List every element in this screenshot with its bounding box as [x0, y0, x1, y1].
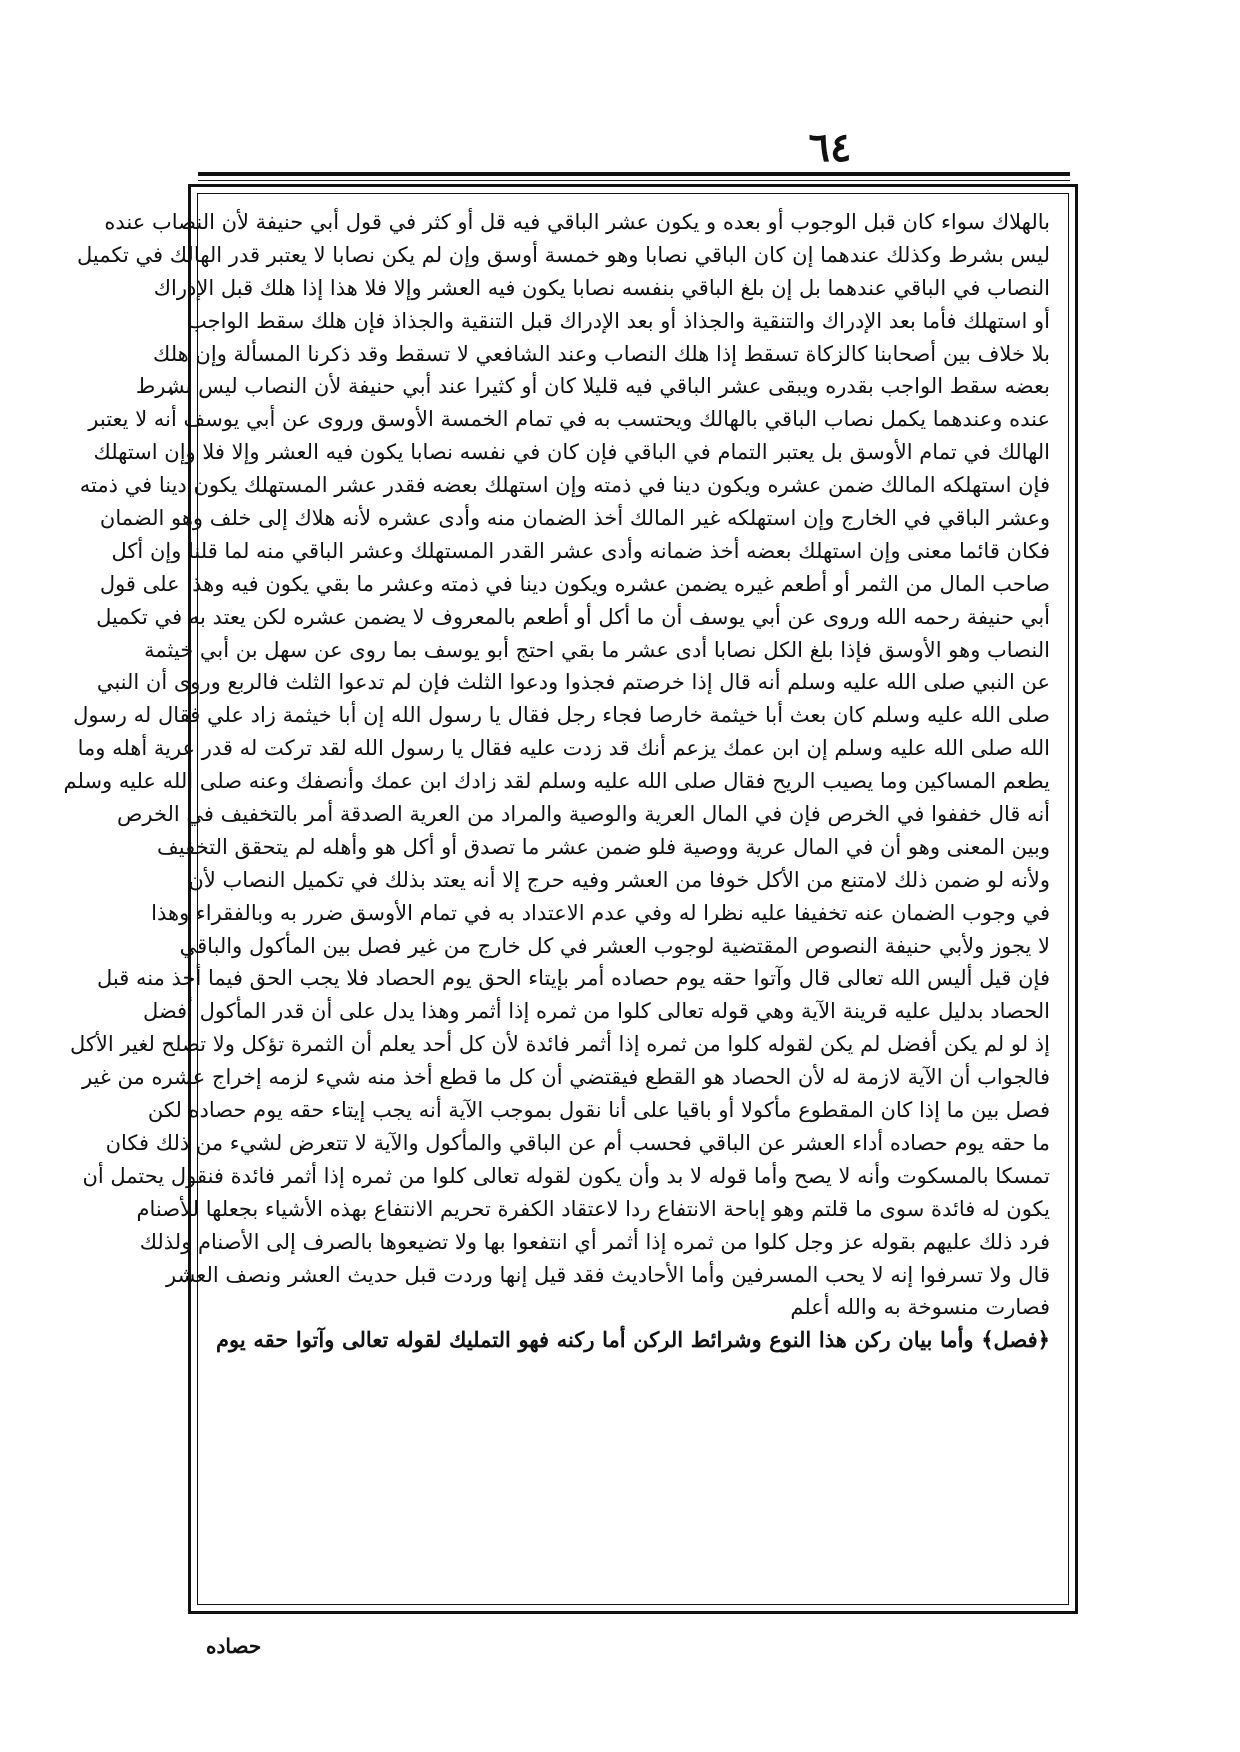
text-line: الهالك في تمام الأوسق بل يعتبر التمام في الباقي فإن كان في نفسه نصابا يكون فيه العشر وإلا فلا وإن استهلك: [93, 440, 1050, 465]
text-line: ما حقه يوم حصاده أداء العشر عن الباقي فحسب أم عن الباقي والمأكول والآية لا تتعرض لشيء من ذلك فكان: [105, 1130, 1050, 1155]
text-line: يطعم المساكين وما يصيب الريح فقال صلى الله عليه وسلم لقد زادك ابن عمك وأنصفك وعنه صلى الله عليه وسلم: [63, 769, 1050, 794]
text-line: بلا خلاف بين أصحابنا كالزكاة تسقط إذا هلك النصاب وعند الشافعي لا تسقط وقد ذكرنا المسألة وإن هلك: [153, 341, 1050, 366]
text-line: فإن استهلكه المالك ضمن عشره ويكون دينا في ذمته وإن استهلك بعضه فقدر عشر المستهلك يكون دينا في ذمته: [79, 473, 1050, 498]
text-line: عن النبي صلى الله عليه وسلم أنه قال إذا خرصتم فجذوا ودعوا الثلث فإن لم تدعوا الثلث فالربع وروى أن النبي: [96, 670, 1050, 695]
text-line: أو استهلك فأما بعد الإدراك والتنقية والجذاذ أو بعد الإدراك قبل التنقية والجذاذ فإن هلك سقط الواجب: [186, 308, 1050, 333]
text-line: تمسكا بالمسكوت وأنه لا يصح وأما قوله لا بد وأن يكون لقوله تعالى كلوا من ثمره إذا أثمر فائدة فنقول يحتمل أن: [82, 1163, 1050, 1188]
text-line: صاحب المال من الثمر أو أطعم غيره يضمن عشره ويكون دينا في ذمته وعشر ما بقي يكون فيه وهذا على قول: [99, 571, 1050, 596]
text-line: وبين المعنى وهو أن في المال عرية ووصية فلو ضمن عشر ما تصدق أو أكل هو وأهله لم يتحقق التخفيف: [157, 834, 1050, 859]
text-line: النصاب في الباقي عندهما بل إن بلغ الباقي بنفسه نصابا يكون فيه العشر وإلا فلا هذا إذا هلك قبل الإدراك: [153, 275, 1050, 300]
text-line: لا يجوز ولأبي حنيفة النصوص المقتضية لوجوب العشر في كل خارج من غير فصل بين المأكول والباقي: [179, 933, 1050, 958]
text-line: وعشر الباقي في الخارج وإن استهلكه غير المالك أخذ الضمان منه وأدى عشره لأنه هلاك إلى خلف وهو الضمان: [99, 506, 1050, 531]
text-line: الله صلى الله عليه وسلم إن ابن عمك يزعم أنك قد زدت عليه فقال يا رسول الله لقد تركت له قدر عرية أهله وما: [77, 736, 1050, 761]
text-line: فإن قيل أليس الله تعالى قال وآتوا حقه يوم حصاده أمر بإيتاء الحق يوم الحصاد فلا يجب الحق فيما أخذ منه قبل: [97, 966, 1050, 991]
text-line: فصل بين ما إذا كان المقطوع مأكولا أو باقيا على أنا نقول بموجب الآية أنه يجب إيتاء حقه يوم حصاده لكن: [147, 1098, 1050, 1123]
text-line: فرد ذلك عليهم بقوله عز وجل كلوا من ثمره إذا أثمر أي انتفعوا بها ولا تضيعوها بالصرف إلى الأصنام ولذلك: [139, 1229, 1050, 1254]
text-line: بعضه سقط الواجب بقدره ويبقى عشر الباقي فيه قليلا كان أو كثيرا عند أبي حنيفة لأن النصاب ليس بشرط: [135, 374, 1050, 399]
text-frame: [63, 184, 1078, 1614]
text-frame-inner: [63, 193, 1069, 1605]
text-line: فالجواب أن الآية لازمة له لأن الحصاد هو القطع فيقتضي أن كل ما قطع أخذ منه شيء لزمه إخراج عشره من غير: [81, 1065, 1050, 1090]
text-line: فصارت منسوخة به والله أعلم: [790, 1295, 1050, 1320]
text-line: أنه قال خففوا في الخرص فإن في المال العرية والوصية والمراد من العرية الصدقة أمر بالتخفيف في الخرص: [116, 802, 1050, 827]
header-rule-thin: [198, 180, 1070, 181]
text-line: الحصاد بدليل عليه قرينة الآية وهي قوله تعالى كلوا من ثمره إذا أثمر وهذا يدل على أن قدر المأكول أفضل: [142, 999, 1050, 1024]
text-line: ليس بشرط وكذلك عندهما إن كان الباقي نصابا وهو خمسة أوسق وإن لم يكن نصابا لا يعتبر قدر الهالك في تكميل: [77, 242, 1050, 267]
text-line: النصاب وهو الأوسق فإذا بلغ الكل نصابا أدى عشر ما بقي احتج أبو يوسف بما روى عن سهل بن أبي خيثمة: [144, 637, 1050, 662]
section-heading-line: ﴿فصل﴾ وأما بيان ركن هذا النوع وشرائط الركن أما ركنه فهو التمليك لقوله تعالى وآتوا حقه يوم: [216, 1327, 1050, 1353]
text-line: قال ولا تسرفوا إنه لا يحب المسرفين وأما الأحاديث فقد قيل إنها وردت قبل حديث العشر ونصف العشر: [166, 1262, 1050, 1287]
header-rule: [198, 172, 1070, 176]
text-line: ولأنه لو ضمن ذلك لامتنع من الأكل خوفا من العشر وفيه حرج إلا أنه يعتد بذلك في تكميل النصاب لأن: [188, 867, 1050, 892]
text-line: فكان قائما معنى وإن استهلك بعضه أخذ ضمانه وأدى عشر القدر المستهلك وعشر الباقي منه لما قلنا وإن أكل: [111, 538, 1050, 563]
text-line: صلى الله عليه وسلم كان بعث أبا خيثمة خارصا فجاء رجل فقال يا رسول الله إن أبا خيثمة زاد علي فقال له رسول: [73, 703, 1050, 728]
text-line: يكون له فائدة سوى ما قلتم وهو إباحة الانتفاع ردا لاعتقاد الكفرة تحريم الانتفاع بهذه الأشياء بجعلها للأصنام: [136, 1196, 1050, 1221]
page-number: ٦٤: [808, 124, 852, 171]
text-line: عنده وعندهما يكمل نصاب الباقي بالهالك ويحتسب به في تمام الخمسة الأوسق وروى عن أبي يوسف أنه لا يعتبر: [88, 407, 1050, 432]
text-line: إذ لو لم يكن أفضل لم يكن لقوله كلوا من ثمره إذا أثمر فائدة لأن كل أحد يعلم أن الثمرة تؤكل ولا تصلح لغير الأكل: [70, 1032, 1050, 1057]
text-block: [63, 206, 1050, 1357]
catchword: حصاده: [206, 1634, 262, 1658]
text-line: بالهلاك سواء كان قبل الوجوب أو بعده و يكون عشر الباقي فيه قل أو كثر في قول أبي حنيفة لأن النصاب عنده: [104, 210, 1050, 234]
text-line: في وجوب الضمان عنه تخفيفا عليه نظرا له وفي عدم الاعتداد به في تمام الأوسق ضرر به وبالفقراء وهذا: [151, 900, 1050, 925]
text-line: أبي حنيفة رحمه الله وروى عن أبي يوسف أن ما أكل أو أطعم بالمعروف لا يضمن عشره لكن يعتد به في تكميل: [96, 604, 1050, 629]
